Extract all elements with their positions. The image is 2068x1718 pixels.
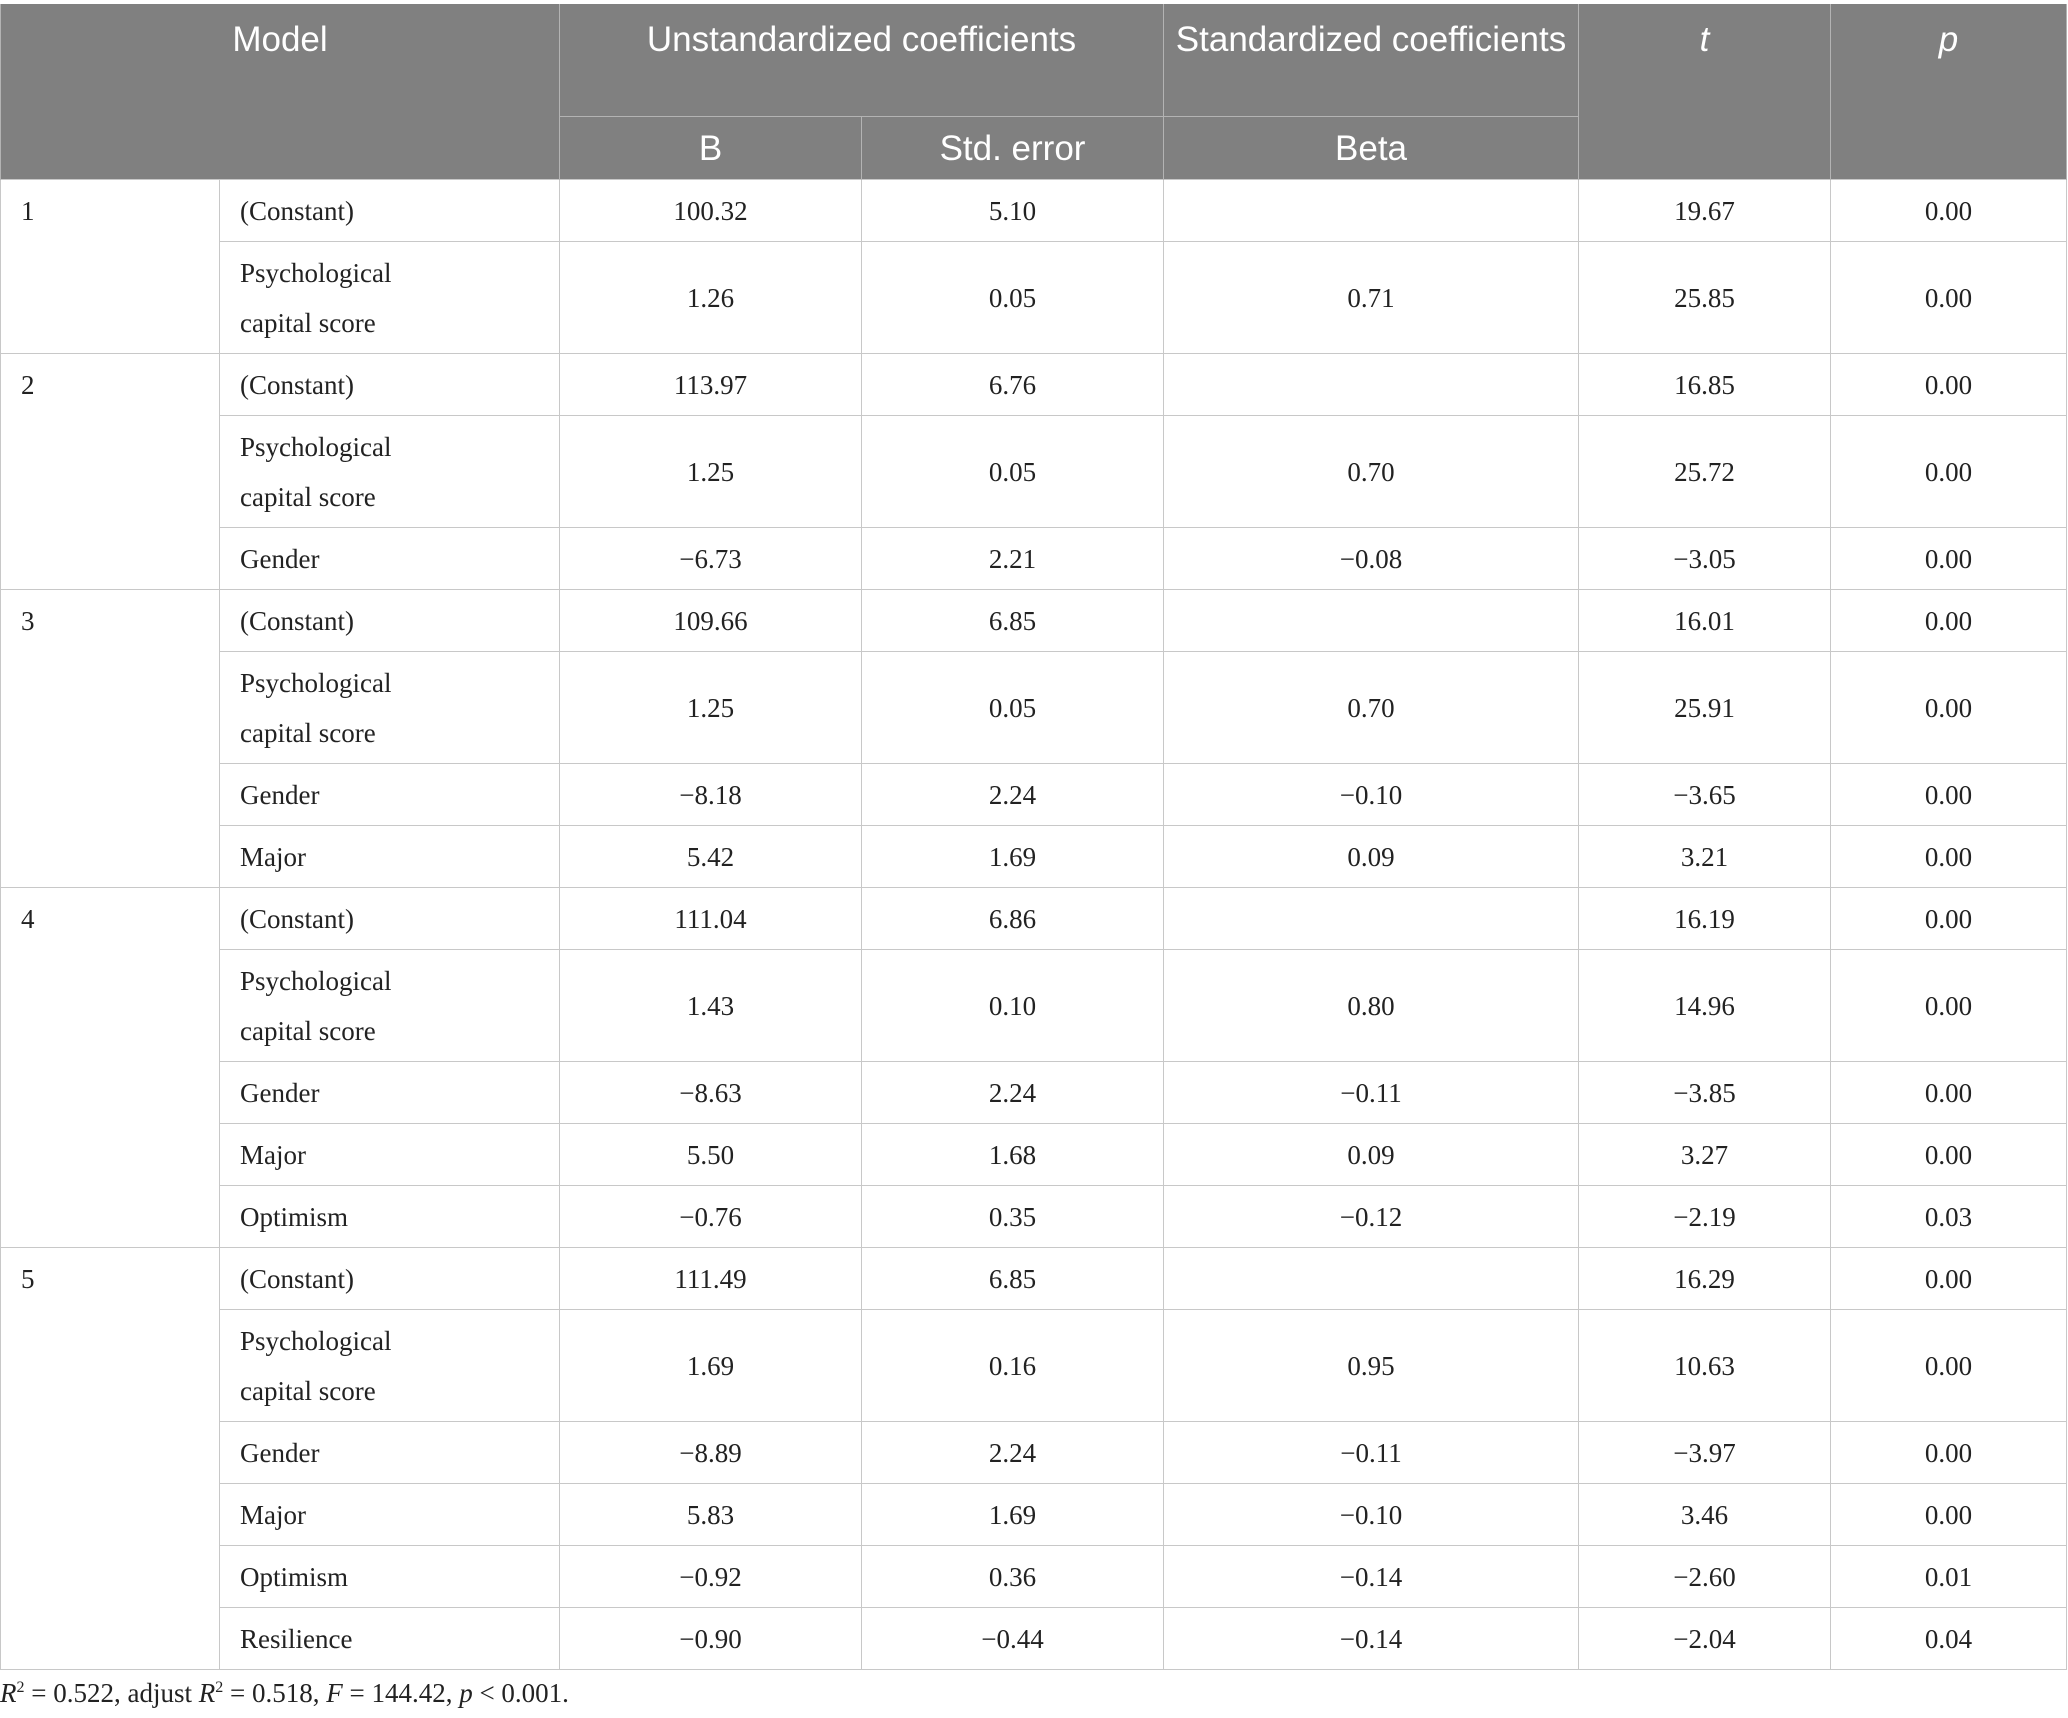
footnote-f-label: F [326,1678,343,1708]
table-footnote [0,1676,569,1710]
header-unstandardized-coefficients: Unstandardized coefficients [560,4,1164,117]
cell-variable: Major [220,1484,560,1546]
table-row [1,764,2067,826]
cell-std-error: 6.86 [862,888,1164,950]
cell-std-error: 6.85 [862,590,1164,652]
cell-beta: 0.71 [1164,242,1579,354]
cell-std-error: 0.05 [862,242,1164,354]
cell-std-error: 2.21 [862,528,1164,590]
table-row [1,1608,2067,1670]
cell-t: 25.91 [1579,652,1831,764]
cell-std-error: 6.85 [862,1248,1164,1310]
regression-table [0,4,2067,1670]
cell-beta: 0.95 [1164,1310,1579,1422]
cell-b: 1.25 [560,652,862,764]
cell-t: 16.29 [1579,1248,1831,1310]
cell-p: 0.00 [1831,354,2067,416]
cell-std-error: 0.35 [862,1186,1164,1248]
cell-t: 16.19 [1579,888,1831,950]
cell-b: 1.25 [560,416,862,528]
table-row [1,652,2067,764]
table-row [1,528,2067,590]
cell-variable: Psychological capital score [220,1310,560,1422]
cell-b: −8.63 [560,1062,862,1124]
header-p: p [1831,4,2067,180]
cell-b: 1.69 [560,1310,862,1422]
footnote-r2-label: R [0,1678,17,1708]
table-row [1,950,2067,1062]
footnote-adj-r2-sup: 2 [215,1679,224,1696]
header-beta: Beta [1164,117,1579,180]
cell-b: −8.18 [560,764,862,826]
table-row [1,1310,2067,1422]
cell-t: 25.85 [1579,242,1831,354]
cell-model-number: 4 [1,888,220,1248]
cell-b: 1.43 [560,950,862,1062]
cell-beta: −0.08 [1164,528,1579,590]
header-t: t [1579,4,1831,180]
cell-b: 1.26 [560,242,862,354]
cell-b: 5.83 [560,1484,862,1546]
cell-variable: Major [220,1124,560,1186]
cell-beta: −0.10 [1164,1484,1579,1546]
cell-p: 0.00 [1831,1484,2067,1546]
cell-p: 0.01 [1831,1546,2067,1608]
cell-std-error: 0.10 [862,950,1164,1062]
cell-p: 0.00 [1831,416,2067,528]
cell-model-number: 5 [1,1248,220,1670]
cell-p: 0.00 [1831,590,2067,652]
table-row [1,1422,2067,1484]
cell-p: 0.00 [1831,764,2067,826]
cell-t: −2.19 [1579,1186,1831,1248]
cell-std-error: 2.24 [862,1422,1164,1484]
footnote-adj-r2-value: = 0.518, [223,1678,327,1708]
cell-variable: (Constant) [220,1248,560,1310]
cell-variable: Psychological capital score [220,242,560,354]
cell-beta [1164,180,1579,242]
cell-t: 14.96 [1579,950,1831,1062]
cell-t: 3.46 [1579,1484,1831,1546]
cell-p: 0.00 [1831,242,2067,354]
cell-beta [1164,354,1579,416]
table-header [1,4,2067,180]
cell-std-error: 1.68 [862,1124,1164,1186]
cell-p: 0.00 [1831,888,2067,950]
cell-std-error: 0.36 [862,1546,1164,1608]
cell-variable: Gender [220,528,560,590]
cell-beta: −0.12 [1164,1186,1579,1248]
cell-p: 0.00 [1831,1422,2067,1484]
cell-b: −0.90 [560,1608,862,1670]
footnote-p-value: < 0.001. [472,1678,569,1708]
cell-std-error: 0.05 [862,652,1164,764]
cell-beta [1164,1248,1579,1310]
cell-p: 0.04 [1831,1608,2067,1670]
cell-p: 0.00 [1831,180,2067,242]
cell-b: −0.76 [560,1186,862,1248]
cell-variable: (Constant) [220,354,560,416]
cell-b: −0.92 [560,1546,862,1608]
cell-variable: (Constant) [220,888,560,950]
cell-t: 19.67 [1579,180,1831,242]
cell-b: 5.50 [560,1124,862,1186]
header-standardized-coefficients: Standardized coefficients [1164,4,1579,117]
cell-beta: −0.11 [1164,1422,1579,1484]
table-row [1,1484,2067,1546]
cell-std-error: 2.24 [862,1062,1164,1124]
cell-p: 0.00 [1831,528,2067,590]
cell-variable: Psychological capital score [220,416,560,528]
table-row [1,1248,2067,1310]
footnote-p-label: p [459,1678,473,1708]
table-row [1,242,2067,354]
table-row [1,416,2067,528]
cell-beta: 0.09 [1164,826,1579,888]
cell-model-number: 3 [1,590,220,888]
cell-p: 0.00 [1831,1062,2067,1124]
cell-variable: Major [220,826,560,888]
header-std-error: Std. error [862,117,1164,180]
footnote-r2-sup: 2 [16,1679,25,1696]
cell-beta: 0.80 [1164,950,1579,1062]
cell-std-error: 2.24 [862,764,1164,826]
cell-std-error: 1.69 [862,1484,1164,1546]
cell-variable: Gender [220,764,560,826]
cell-beta [1164,590,1579,652]
header-b: B [560,117,862,180]
cell-std-error: −0.44 [862,1608,1164,1670]
cell-t: −3.85 [1579,1062,1831,1124]
cell-variable: Optimism [220,1186,560,1248]
cell-t: −3.65 [1579,764,1831,826]
cell-p: 0.00 [1831,826,2067,888]
cell-variable: Optimism [220,1546,560,1608]
cell-variable: Gender [220,1422,560,1484]
cell-p: 0.00 [1831,1124,2067,1186]
cell-model-number: 1 [1,180,220,354]
cell-p: 0.00 [1831,950,2067,1062]
cell-b: −6.73 [560,528,862,590]
cell-variable: Resilience [220,1608,560,1670]
cell-beta: −0.11 [1164,1062,1579,1124]
footnote-adj-r2-label: R [198,1678,216,1708]
cell-t: 3.21 [1579,826,1831,888]
cell-t: 3.27 [1579,1124,1831,1186]
table-row [1,1546,2067,1608]
table-row [1,590,2067,652]
cell-t: −2.04 [1579,1608,1831,1670]
cell-t: −3.05 [1579,528,1831,590]
cell-beta: −0.14 [1164,1608,1579,1670]
cell-beta [1164,888,1579,950]
cell-beta: 0.09 [1164,1124,1579,1186]
cell-b: 113.97 [560,354,862,416]
cell-std-error: 6.76 [862,354,1164,416]
cell-p: 0.03 [1831,1186,2067,1248]
cell-t: 16.01 [1579,590,1831,652]
cell-beta: −0.10 [1164,764,1579,826]
table-body [1,180,2067,1670]
table-row [1,1186,2067,1248]
cell-std-error: 5.10 [862,180,1164,242]
table-row [1,1062,2067,1124]
cell-variable: Psychological capital score [220,950,560,1062]
footnote-f-value: = 144.42, [342,1678,460,1708]
cell-p: 0.00 [1831,652,2067,764]
cell-variable: (Constant) [220,180,560,242]
cell-model-number: 2 [1,354,220,590]
cell-beta: 0.70 [1164,652,1579,764]
cell-variable: (Constant) [220,590,560,652]
table-row [1,888,2067,950]
cell-b: 109.66 [560,590,862,652]
cell-b: 100.32 [560,180,862,242]
cell-variable: Psychological capital score [220,652,560,764]
cell-std-error: 1.69 [862,826,1164,888]
cell-b: −8.89 [560,1422,862,1484]
cell-b: 111.49 [560,1248,862,1310]
cell-beta: −0.14 [1164,1546,1579,1608]
cell-p: 0.00 [1831,1248,2067,1310]
cell-t: −2.60 [1579,1546,1831,1608]
footnote-r2-value: = 0.522, adjust [24,1678,199,1708]
cell-variable: Gender [220,1062,560,1124]
cell-std-error: 0.05 [862,416,1164,528]
cell-std-error: 0.16 [862,1310,1164,1422]
cell-b: 111.04 [560,888,862,950]
table-row [1,1124,2067,1186]
header-model: Model [1,4,560,180]
cell-p: 0.00 [1831,1310,2067,1422]
cell-b: 5.42 [560,826,862,888]
cell-t: 16.85 [1579,354,1831,416]
cell-t: 10.63 [1579,1310,1831,1422]
table-row [1,826,2067,888]
cell-t: 25.72 [1579,416,1831,528]
cell-beta: 0.70 [1164,416,1579,528]
table-row [1,180,2067,242]
cell-t: −3.97 [1579,1422,1831,1484]
table-row [1,354,2067,416]
